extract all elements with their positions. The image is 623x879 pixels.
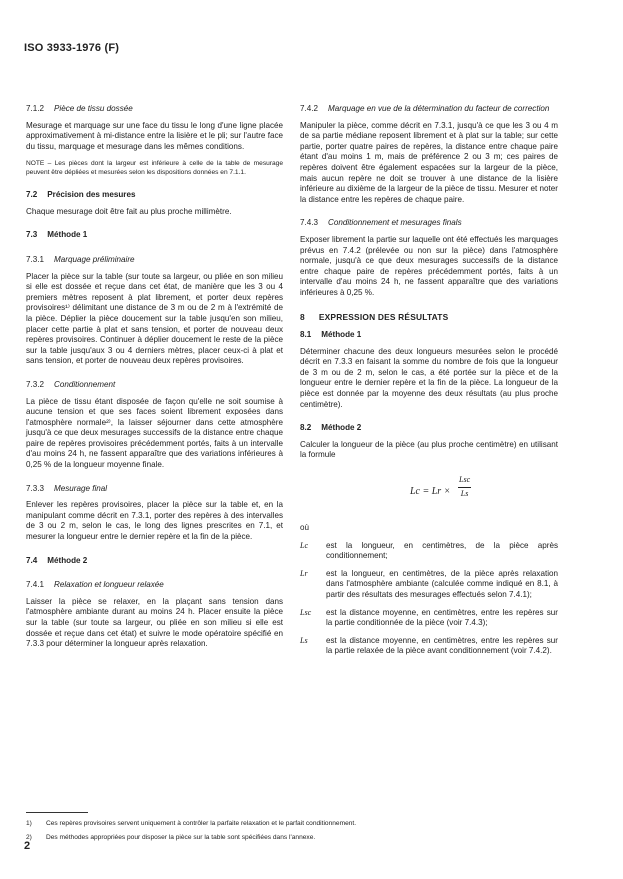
definition-item: Ls est la distance moyenne, en centimètres, entre les repères sur la partie relaxée de la pièce avant conditionnement (voir 7.4.2). — [300, 635, 558, 656]
section-heading: 7.4.1 Relaxation et longueur relaxée — [26, 580, 164, 590]
section-note: NOTE – Les pièces dont la largeur est inférieure à celle de la table de mesurage peuvent être dépliées et mesurées selon les dispositions données en 7.1.1. — [26, 160, 283, 176]
formula-denominator: Ls — [460, 488, 469, 498]
left-column — [26, 104, 283, 650]
section-text: Placer la pièce sur la table (sur toute sa largeur, ou pliée en son milieu si elle est dossée et reçue dans cet état, de manière que les 3 ou 4 premiers mètres reposent à plat librement, et porter deux repères provisoires¹⁾ délimitant une distance de 3 m ou de 2 m à l'extrémité de la pièce. Déplier la pièce doucement sur la table jusqu'en son milieu, placer cette partie à plat et sans tension, et porter de nouveau deux repères provisoires. Continuer à déplier doucement le reste de la pièce sur la table jusqu'aux 3 ou 4 derniers mètres, placer ceux-ci à plat et sans tension, et porter de nouveau deux repères provisoires. — [26, 271, 283, 366]
formula-lhs: Lc = Lr × — [410, 486, 451, 498]
section-heading: 7.4.2 Marquage en vue de la détermination du facteur de correction — [300, 104, 550, 113]
formula-fraction — [458, 475, 471, 499]
section-text: Mesurage et marquage sur une face du tissu le long d'une ligne placée approximativement à mi-distance entre la lisière et le pli; sur l'autre face du tissu, marquage et mesurage dans les mêmes conditions. — [26, 120, 283, 151]
section-heading: 7.3.1 Marquage préliminaire — [26, 254, 135, 264]
section-heading: 7.1.2 Pièce de tissu dossée — [26, 104, 133, 113]
section-heading: 7.4 Méthode 2 — [26, 555, 88, 565]
definition-item: Lr est la longueur, en centimètres, de la pièce après relaxation dans l'atmosphère ambiante (calculée comme indiqué en 8.1, à partir des résultats des mesurages effectués selon 7.4.1); — [300, 568, 558, 599]
section-heading: 8.2 Méthode 2 — [300, 423, 362, 433]
section-text: Déterminer chacune des deux longueurs mesurées selon le procédé décrit en 7.3.3 en faisant la somme du nombre de fois que la longueur de 3 m ou de 2 m, selon le cas, a été portée sur la pièce et de la longueur entre le dernier repère et la fin de la pièce. La longueur de la pièce est donnée par la moyenne des deux résultats (au plus proche centimètre). — [300, 346, 558, 409]
section-text: Exposer librement la partie sur laquelle ont été effectués les marquages prévus en 7.4.2 (prélevée ou non sur la pièce) dans l'atmosphère normale, jusqu'à ce que deux mesurages successifs de la distance entre chaque paire de repères précédemment portés, faits à un intervalle d'au moins 24 h, ne fassent apparaître que des variations inférieures à 0,25 %. — [300, 234, 558, 297]
section-text: Laisser la pièce se relaxer, en la plaçant sans tension dans l'atmosphère ambiante durant au moins 24 h. Placer ensuite la pièce sur la table (sur toute sa largeur, ou pliée en son milieu si elle est dossée et reçue dans cet état) et suivre le mode opératoire spécifié en 7.3.3 pour déterminer la longueur après relaxation. — [26, 596, 283, 649]
formula-numerator: Lsc — [458, 475, 471, 488]
section-heading: 8 EXPRESSION DES RÉSULTATS — [300, 311, 449, 322]
section-text: Chaque mesurage doit être fait au plus proche millimètre. — [26, 206, 232, 216]
section-text: Enlever les repères provisoires, placer la pièce sur la table et, en la manipulant comme décrit en 7.3.1, porter des repères à des intervalles de 3 ou 2 m, selon le cas, le long des lignes prescrites en 7.1, et mesurer la longueur entre le dernier repère et la fin de la pièce. — [26, 500, 283, 542]
section-text: Calculer la longueur de la pièce (au plus proche centimètre) en utilisant la formule — [300, 439, 558, 460]
where-label: où — [300, 523, 310, 533]
footnote-divider — [26, 812, 88, 813]
right-column — [300, 104, 558, 664]
section-text: Manipuler la pièce, comme décrit en 7.3.1, jusqu'à ce que les 3 ou 4 m de sa partie médiane reposent librement et à plat sur la table; sur cette partie, porter quatre paires de repères, la distance entre chaque paire étant d'au moins 1 m, mais de préférence 2 ou 3 m; ces paires de repères doivent être également espacées sur la largeur de la pièce, mais aucun repère ne doit se trouver à une distance de la lisière inférieure au dixième de la largeur de la pièce de tissu. Mesurer et noter la distance entre les repères de chaque paire. — [300, 120, 558, 204]
section-text: La pièce de tissu étant disposée de façon qu'elle ne soit soumise à aucune tension et que ses faces soient librement exposées dans l'atmosphère normale²⁾, la laisser séjourner dans cette atmosphère jusqu'à ce que deux mesurages successifs de la distance entre chaque paire de repères provisoires précédemment portés, faits à un intervalle d'au moins 24 h, ne fassent apparaître que des variations inférieures à 0,25 % de la longueur moyenne finale. — [26, 396, 283, 470]
page-number: 2 — [24, 840, 31, 852]
section-heading: 8.1 Méthode 1 — [300, 330, 362, 340]
section-heading: 7.4.3 Conditionnement et mesurages finals — [300, 218, 462, 228]
definition-item: Lc est la longueur, en centimètres, de la pièce après conditionnement; — [300, 540, 558, 561]
document-header: ISO 3933-1976 (F) — [24, 42, 120, 54]
section-heading: 7.3 Méthode 1 — [26, 230, 88, 240]
section-heading: 7.2 Précision des mesures — [26, 190, 136, 200]
section-heading: 7.3.3 Mesurage final — [26, 483, 108, 493]
definition-item: Lsc est la distance moyenne, en centimètres, entre les repères sur la partie conditionnée de la pièce (voir 7.4.3); — [300, 607, 558, 628]
footnote: 1) Ces repères provisoires servent uniquement à contrôler la parfaite relaxation et le parfait conditionnement. — [26, 820, 357, 827]
section-heading: 7.3.2 Conditionnement — [26, 379, 116, 389]
footnote: 2) Des méthodes appropriées pour disposer la pièce sur la table sont spécifiées dans l'annexe. — [26, 834, 316, 841]
formula — [300, 467, 558, 517]
